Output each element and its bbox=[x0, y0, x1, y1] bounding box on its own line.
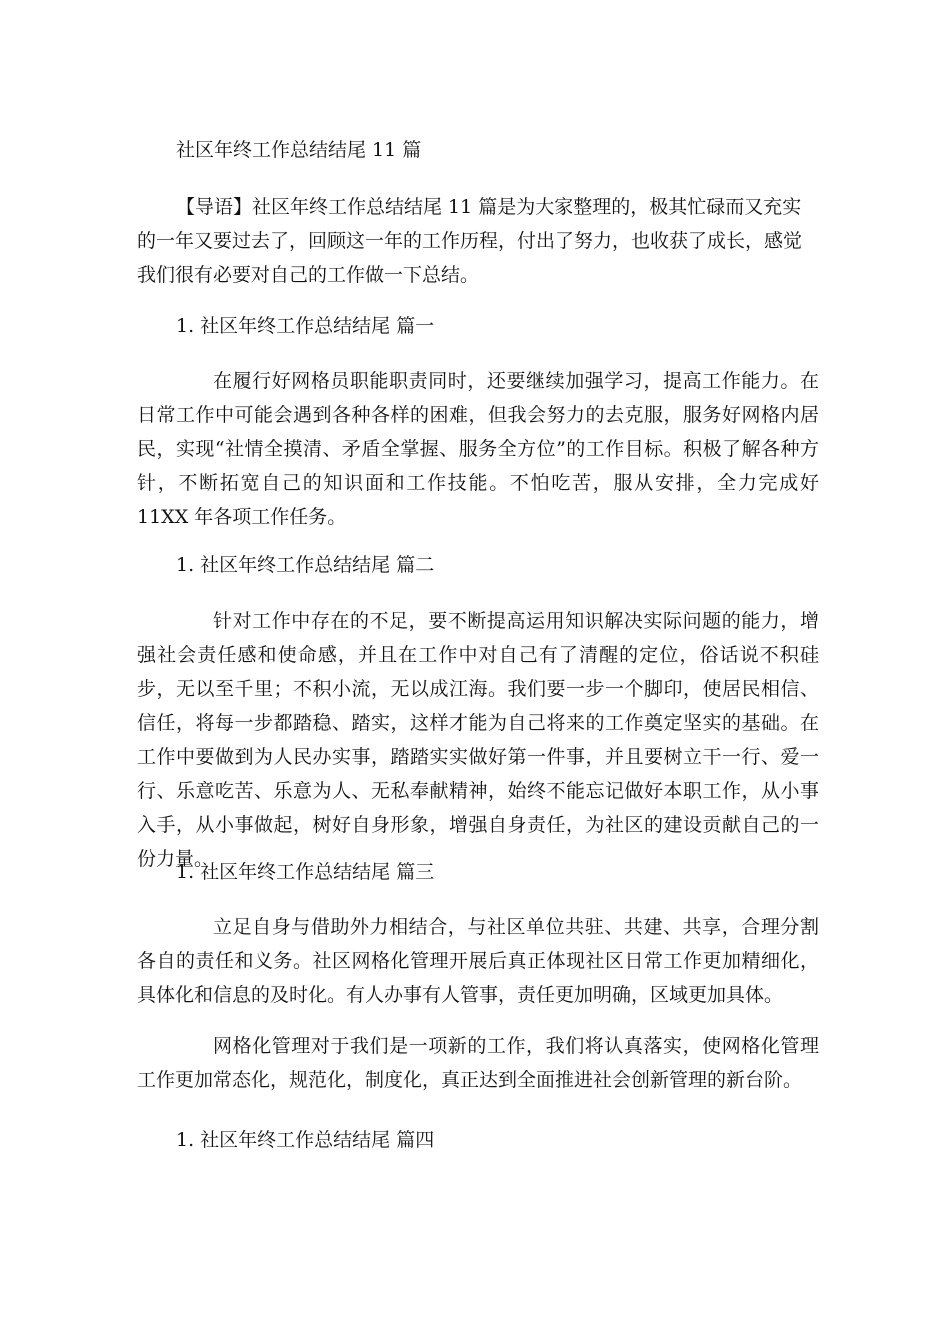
section-heading-2: 1. 社区年终工作总结结尾 篇二 bbox=[176, 554, 435, 576]
intro-paragraph: 【导语】社区年终工作总结结尾 11 篇是为大家整理的，极其忙碌而又充实的一年又要过去了，回顾这一年的工作历程，付出了努力，也收获了成长，感觉我们很有必要对自己的工作做一下总结。 bbox=[137, 196, 803, 286]
section-heading-4: 1. 社区年终工作总结结尾 篇四 bbox=[176, 1129, 435, 1151]
section-heading-3: 1. 社区年终工作总结结尾 篇三 bbox=[176, 861, 435, 883]
section-3-paragraph-1: 立足自身与借助外力相结合，与社区单位共驻、共建、共享，合理分割各自的责任和义务。社区网格化管理开展后真正体现社区日常工作更加精细化，具体化和信息的及时化。有人办事有人管事，责任更加明确，区域更加具体。 bbox=[137, 916, 819, 1006]
section-2-paragraph-1: 针对工作中存在的不足，要不断提高运用知识解决实际问题的能力，增强社会责任感和使命感，并且在工作中对自己有了清醒的定位，俗话说不积硅步，无以至千里；不积小流，无以成江海。我们要一步一个脚印，使居民相信、信任，将每一步都踏稳、踏实，这样才能为自己将来的工作奠定坚实的基础。在工作中要做到为人民办实事，踏踏实实做好第一件事，并且要树立干一行、爱一行、乐意吃苦、乐意为人、无私奉献精神，始终不能忘记做好本职工作，从小事入手，从小事做起，树好自身形象，增强自身责任，为社区的建设贡献自己的一份力量。 bbox=[137, 610, 819, 870]
section-heading-1: 1. 社区年终工作总结结尾 篇一 bbox=[176, 315, 435, 337]
section-1-paragraph-1: 在履行好网格员职能职责同时，还要继续加强学习，提高工作能力。在日常工作中可能会遇到各种各样的困难，但我会努力的去克服，服务好网格内居民，实现“社情全摸清、矛盾全掌握、服务全方位”的工作目标。积极了解各种方针，不断拓宽自己的知识面和工作技能。不怕吃苦，服从安排，全力完成好 11XX 年各项工作任务。 bbox=[137, 370, 819, 528]
section-3-paragraph-2: 网格化管理对于我们是一项新的工作，我们将认真落实，使网格化管理工作更加常态化，规范化，制度化，真正达到全面推进社会创新管理的新台阶。 bbox=[137, 1035, 819, 1091]
document-title: 社区年终工作总结结尾 11 篇 bbox=[176, 139, 422, 161]
